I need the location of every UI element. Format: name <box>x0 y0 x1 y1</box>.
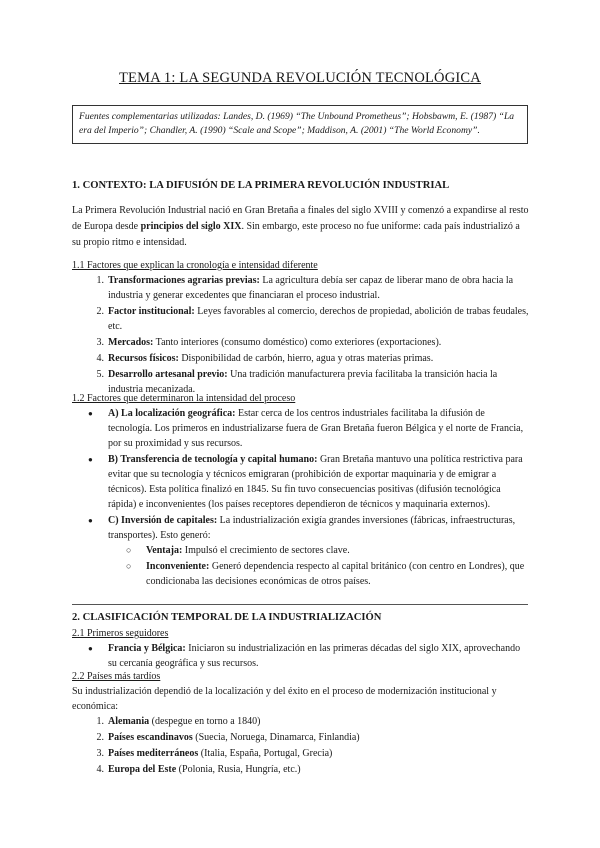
item-text: Generó dependencia respecto al capital británico (con centro en Londres), que condicionaba las decisiones económicas de otros países. <box>146 561 525 587</box>
list-item <box>72 406 530 451</box>
item-term: Países escandinavos <box>108 732 193 743</box>
list-item <box>72 335 530 350</box>
list-item <box>72 452 530 512</box>
circle-bullet-icon: ○ <box>126 545 132 555</box>
list-item <box>72 351 530 366</box>
list-item <box>72 273 530 303</box>
item-text: (Suecia, Noruega, Dinamarca, Finlandia) <box>192 732 360 743</box>
item-text: La agricultura debía ser capaz de liberar mano de obra hacia la industria y generar excedentes que financiaran el proceso industrial. <box>108 275 514 301</box>
list-item <box>72 730 530 745</box>
document-title: TEMA 1: LA SEGUNDA REVOLUCIÓN TECNOLÓGICA <box>119 70 481 86</box>
item-text: Tanto interiores (consumo doméstico) como exteriores (exportaciones). <box>153 337 442 348</box>
bullet-icon: ● <box>88 455 93 464</box>
item-text: (Polonia, Rusia, Hungría, etc.) <box>176 764 301 775</box>
item-text: (despegue en torno a 1840) <box>149 716 261 727</box>
item-term: Ventaja: <box>146 545 183 556</box>
list-number: 5. <box>96 369 104 380</box>
section-1-heading: 1. CONTEXTO: LA DIFUSIÓN DE LA PRIMERA REVOLUCIÓN INDUSTRIAL <box>72 180 450 191</box>
item-text: La industrialización exigía grandes inversiones (fábricas, infraestructuras, transportes). Esto generó: <box>108 515 516 541</box>
item-term: Recursos físicos: <box>108 353 179 364</box>
factors-list <box>72 273 530 398</box>
bullet-icon: ● <box>88 409 93 418</box>
intro-bold: principios del siglo XIX <box>140 221 242 232</box>
list-number: 3. <box>96 748 104 759</box>
item-term: Transformaciones agrarias previas: <box>108 275 260 286</box>
first-followers-list <box>72 641 530 672</box>
list-item <box>72 513 530 589</box>
subsection-2-1-title: 2.1 Primeros seguidores <box>72 628 169 639</box>
late-countries-list <box>72 714 530 778</box>
item-text: Impulsó el crecimiento de sectores clave. <box>182 545 350 556</box>
item-term: Desarrollo artesanal previo: <box>108 369 228 380</box>
item-term: A) La localización geográfica: <box>108 408 236 419</box>
list-number: 2. <box>96 306 104 317</box>
item-text: Estar cerca de los centros industriales facilitaba la difusión de tecnología. Los primeros en industrializarse fuera de Gran Bretaña fueron Bélgica y el norte de Francia, por su proximidad y sus recursos. <box>108 408 524 449</box>
item-term: Francia y Bélgica: <box>108 643 186 654</box>
item-text: Gran Bretaña mantuvo una política restrictiva para evitar que su tecnología y técnicos emigraran (prohibición de exportar maquinaria y de emigrar a técnicos). Esta política finalizó en 1845. Su fin tuvo consecuencias positivas (difusión tecnológica rápida) e inconvenientes (los países receptores dependieron de técnicos y maquinaria externos). <box>108 454 523 510</box>
late-intro: Su industrialización dependió de la localización y del éxito en el proceso de modernización institucional y económica: <box>72 686 497 712</box>
list-number: 4. <box>96 764 104 775</box>
item-term: Factor institucional: <box>108 306 195 317</box>
item-text: Iniciaron su industrialización en las primeras décadas del siglo XIX, aprovechando su cercanía geográfica y sus recursos. <box>108 643 521 669</box>
list-item <box>72 762 530 777</box>
list-item <box>72 746 530 761</box>
section-1-intro <box>72 203 530 251</box>
item-term: Inconveniente: <box>146 561 210 572</box>
item-term: B) Transferencia de tecnología y capital humano: <box>108 454 318 465</box>
sublist-item <box>72 559 530 589</box>
item-text: Leyes favorables al comercio, derechos de propiedad, abolición de trabas feudales, etc. <box>108 306 529 332</box>
intro-text-a: La Primera Revolución Industrial nació en Gran Bretaña a finales del siglo XVIII y comenzó a expandirse al resto de Europa desde <box>72 205 529 232</box>
item-text: Una tradición manufacturera previa facilitaba la transición hacia la industria mecanizada. <box>108 369 498 395</box>
list-number: 4. <box>96 353 104 364</box>
list-number: 3. <box>96 337 104 348</box>
item-text: Disponibilidad de carbón, hierro, agua y otras materias primas. <box>178 353 434 364</box>
effects-sublist <box>108 543 530 589</box>
list-item <box>72 304 530 334</box>
item-term: C) Inversión de capitales: <box>108 515 218 526</box>
section-divider <box>72 604 528 605</box>
bullet-icon: ● <box>88 644 93 653</box>
item-term: Europa del Este <box>108 764 177 775</box>
determinants-list <box>72 406 530 590</box>
list-number: 1. <box>96 716 104 727</box>
intro-text-b: . Sin embargo, este proceso no fue uniforme: cada país industrializó a su propio ritmo e intensidad. <box>72 221 520 248</box>
item-text: (Italia, España, Portugal, Grecia) <box>198 748 333 759</box>
item-term: Países mediterráneos <box>108 748 199 759</box>
subsection-2-2-title: 2.2 Países más tardíos <box>72 671 161 682</box>
item-term: Alemania <box>108 716 150 727</box>
list-number: 1. <box>96 275 104 286</box>
bullet-icon: ● <box>88 516 93 525</box>
circle-bullet-icon: ○ <box>126 561 132 571</box>
section-2-heading: 2. CLASIFICACIÓN TEMPORAL DE LA INDUSTRIALIZACIÓN <box>72 612 382 623</box>
sublist-item <box>72 543 530 558</box>
sources-box: Fuentes complementarias utilizadas: Landes, D. (1969) “The Unbound Prometheus”; Hobsbawm, E. (1987) “La era del Imperio”; Chandler, A. (1990) “Scale and Scope”; Maddison, A. (2001) “The World Economy”. <box>72 105 528 144</box>
list-item <box>72 641 530 671</box>
subsection-1-2-title: 1.2 Factores que determinaron la intensidad del proceso <box>72 393 296 404</box>
item-term: Mercados: <box>108 337 154 348</box>
subsection-1-1-title: 1.1 Factores que explican la cronología e intensidad diferente <box>72 260 318 271</box>
list-item <box>72 714 530 729</box>
list-number: 2. <box>96 732 104 743</box>
